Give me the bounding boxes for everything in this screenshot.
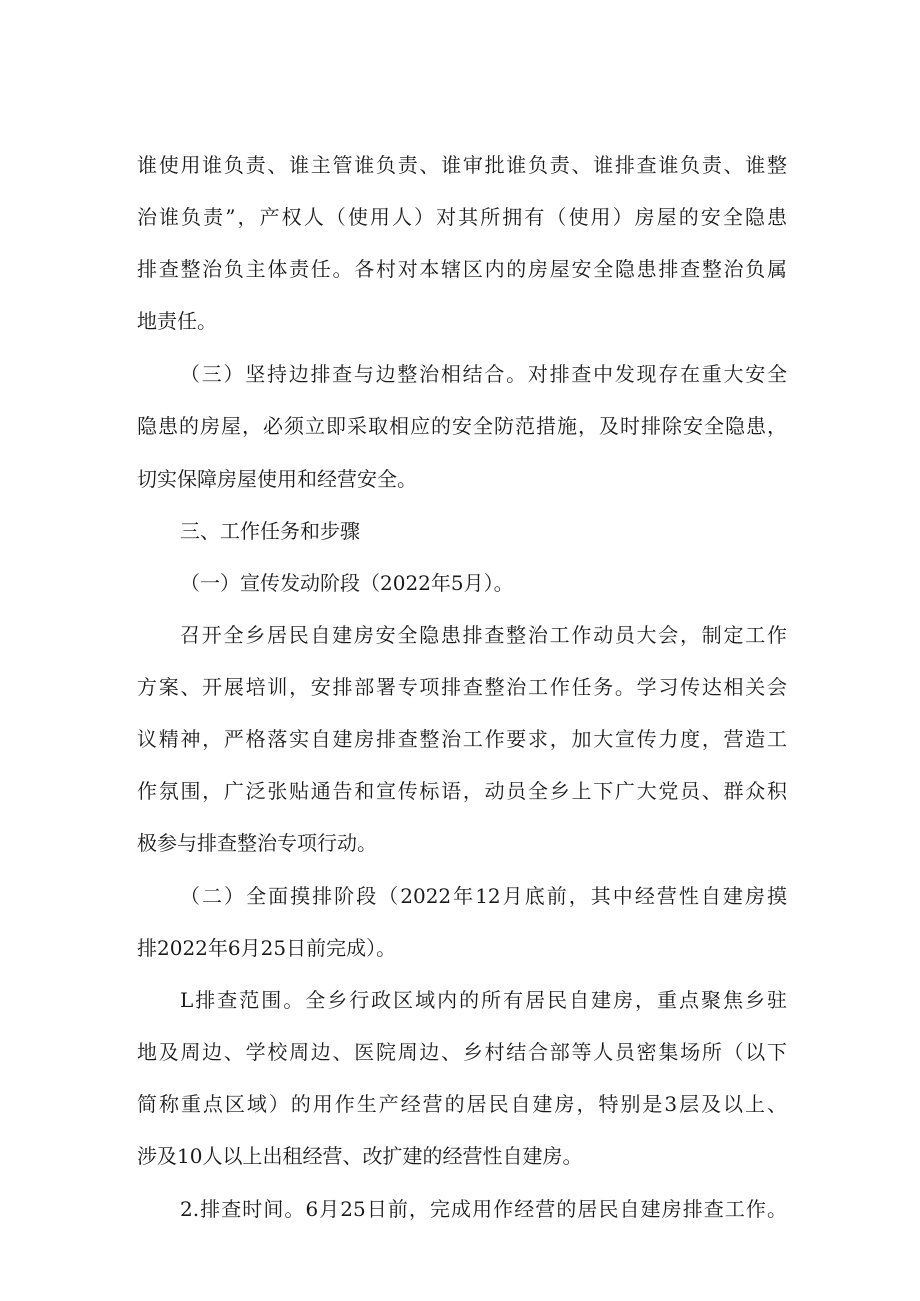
- paragraph-line: 召开全乡居民自建房安全隐患排查整治工作动员大会，制定工作: [180, 623, 787, 647]
- section-heading: 三、工作任务和步骤: [180, 519, 360, 543]
- paragraph-line: 排查整治负主体责任。各村对本辖区内的房屋安全隐患排查整治负属: [137, 257, 787, 281]
- subsection-heading: 排2022年6月25日前完成）。: [137, 936, 397, 960]
- paragraph-line: 谁使用谁负责、谁主管谁负责、谁审批谁负责、谁排查谁负责、谁整: [137, 153, 787, 177]
- paragraph-line: 极参与排查整治专项行动。: [137, 831, 377, 855]
- paragraph-line: L排查范围。全乡行政区域内的所有居民自建房，重点聚焦乡驻: [180, 988, 787, 1012]
- paragraph-line: （三）坚持边排查与边整治相结合。对排查中发现存在重大安全: [180, 362, 787, 386]
- paragraph-line: 2.排查时间。6月25日前，完成用作经营的居民自建房排查工作。: [180, 1197, 787, 1221]
- subsection-heading: （一）宣传发动阶段（2022年5月）。: [180, 571, 514, 595]
- paragraph-line: 简称重点区域）的用作生产经营的居民自建房，特别是3层及以上、: [137, 1092, 787, 1116]
- paragraph-line: 涉及10人以上出租经营、改扩建的经营性自建房。: [137, 1144, 583, 1168]
- paragraph-line: 方案、开展培训，安排部署专项排查整治工作任务。学习传达相关会: [137, 675, 787, 699]
- paragraph-line: 地及周边、学校周边、医院周边、乡村结合部等人员密集场所（以下: [137, 1040, 787, 1064]
- paragraph-line: 作氛围，广泛张贴通告和宣传标语，动员全乡上下广大党员、群众积: [137, 779, 787, 803]
- paragraph-line: 议精神，严格落实自建房排查整治工作要求，加大宣传力度，营造工: [137, 727, 787, 751]
- subsection-heading: （二）全面摸排阶段（2022年12月底前，其中经营性自建房摸: [180, 884, 787, 908]
- paragraph-line: 地责任。: [137, 309, 217, 333]
- paragraph-line: 治谁负责”，产权人（使用人）对其所拥有（使用）房屋的安全隐患: [137, 205, 787, 229]
- paragraph-line: 隐患的房屋，必须立即采取相应的安全防范措施，及时排除安全隐患，: [137, 414, 787, 438]
- paragraph-line: 切实保障房屋使用和经营安全。: [137, 467, 417, 491]
